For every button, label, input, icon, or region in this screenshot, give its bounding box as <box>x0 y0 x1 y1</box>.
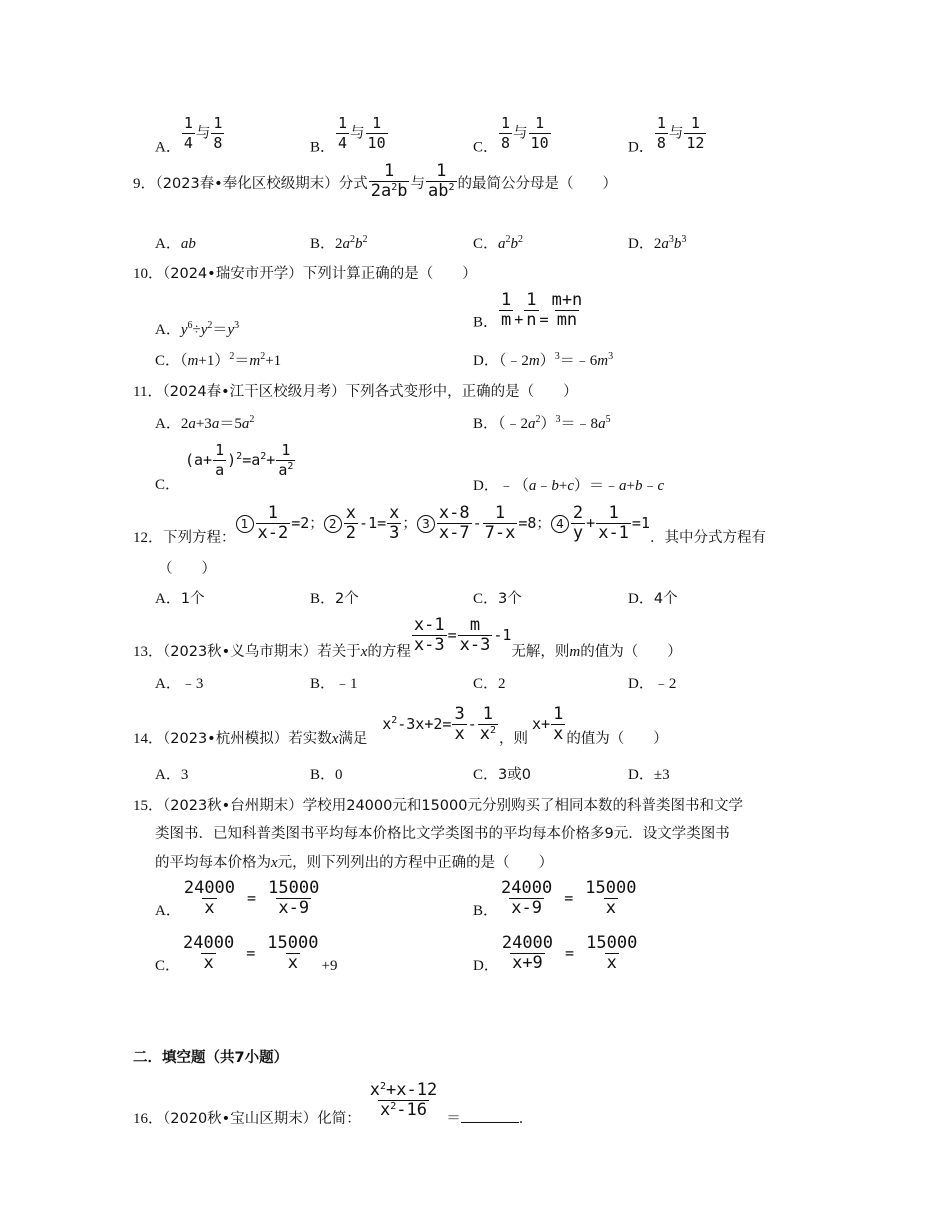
q14-stem: 14．（2023•杭州模拟）若实数x满足 $x^2-3x+2=$ $\frac{3}{x}$ - $\frac{1}{x^2}$ ，则x+ $\frac{1}{x}$ 的值为（ ） <box>133 704 668 747</box>
q11-option-b: B．$(﹣2a^2)^3=﹣8a^5$ <box>473 414 611 432</box>
q11-option-a: A．$2a+3a=5a^2$ <box>155 414 255 432</box>
q15-line-1: 15．（2023秋•台州期末）学校用24000元和15000元分别购买了相同本数的科普类图书和文学 <box>133 798 743 814</box>
q10-stem: 10．（2024•瑞安市开学）下列计算正确的是（ ） <box>133 266 477 282</box>
q9-option-a: A．ab <box>155 236 196 252</box>
q9-fraction-1: $\frac{1}{2a^2b}$ <box>370 161 408 201</box>
q10-option-a: A．$y^6\div y^2=y^3$ <box>155 320 240 338</box>
q8-option-b: B． $\frac{1}{4}$ 与 $\frac{1}{10}$ <box>310 114 386 156</box>
q16-stem: 16．（2020秋•宝山区期末）化简： $\frac{x^2+x-12}{x^2-16}$ ＝ ． <box>133 1080 534 1127</box>
q15-option-b: B． $\frac{24000}{x-9}$ = $\frac{15000}{x}$ <box>473 878 637 919</box>
section-heading-fill-in: 二．填空题（共7小题） <box>133 1050 289 1066</box>
q15-option-a: A． $\frac{24000}{x}$ = $\frac{15000}{x-9}$ <box>155 878 320 919</box>
q15-option-c: C． $\frac{24000}{x}$ = $\frac{15000}{x}$ +9 <box>155 933 338 974</box>
q8-option-d: D． $\frac{1}{8}$ 与 $\frac{1}{12}$ <box>628 114 705 156</box>
q9-option-c: C．$a^2b^2$ <box>473 234 524 252</box>
q9-stem: 9．（2023春•奉化区校级期末）分式 $\frac{1}{2a^2b}$ 与 $\frac{1}{ab^2}$ 的最简公分母是（ ） <box>133 161 617 201</box>
q11-stem: 11．（2024春•江干区校级月考）下列各式变形中，正确的是（ ） <box>133 384 578 400</box>
q10-option-b: B． $\frac{1}{m}$ + $\frac{1}{n}$ = $\frac{m+n}{mn}$ <box>473 290 583 331</box>
q11-option-d: D．﹣（a﹣b+c）＝﹣a+b﹣c <box>473 478 665 494</box>
q10-option-d: D．$(﹣2m)^3=﹣6m^3$ <box>473 351 614 369</box>
q15-option-d: D． $\frac{24000}{x+9}$ = $\frac{15000}{x}$ <box>473 933 638 974</box>
q10-option-c: C．$(m+1)^2=m^2+1$ <box>155 351 282 369</box>
q9-option-d: D．$2a^3b^3$ <box>628 234 687 252</box>
q9-fraction-2: $\frac{1}{ab^2}$ <box>427 161 455 201</box>
q12-stem: 12．下列方程：1 $\frac{1}{x-2}$ =2； 2 $\frac{x}{2}$ -1= $\frac{x}{3}$ ； 3 $\frac{x-8}{x-7}$ - $\frac{1}{7-x}$ =8； 4 $\frac{2}{y}$ + $\frac{1}{x-1}$ =1．其中分式方程有 <box>133 503 766 546</box>
q15-line-2: 类图书．已知科普类图书平均每本价格比文学类图书的平均每本价格多9元．设文学类图书 <box>155 826 730 842</box>
q9-option-b: B．$2a^2b^2$ <box>310 234 368 252</box>
q8-option-a: A． $\frac{1}{4}$ 与 $\frac{1}{8}$ <box>155 114 223 156</box>
q15-line-3: 的平均每本价格为x元，则下列列出的方程中正确的是（ ） <box>155 855 554 871</box>
q16-answer-blank[interactable] <box>461 1108 519 1123</box>
q8-option-c: C． $\frac{1}{8}$ 与 $\frac{1}{10}$ <box>473 114 549 156</box>
q13-stem: 13．（2023秋•义乌市期末）若关于x的方程 $\frac{x-1}{x-3}$ = $\frac{m}{x-3}$ -1无解，则m的值为（ ） <box>133 615 682 660</box>
q12-paren: （ ） <box>158 561 216 577</box>
